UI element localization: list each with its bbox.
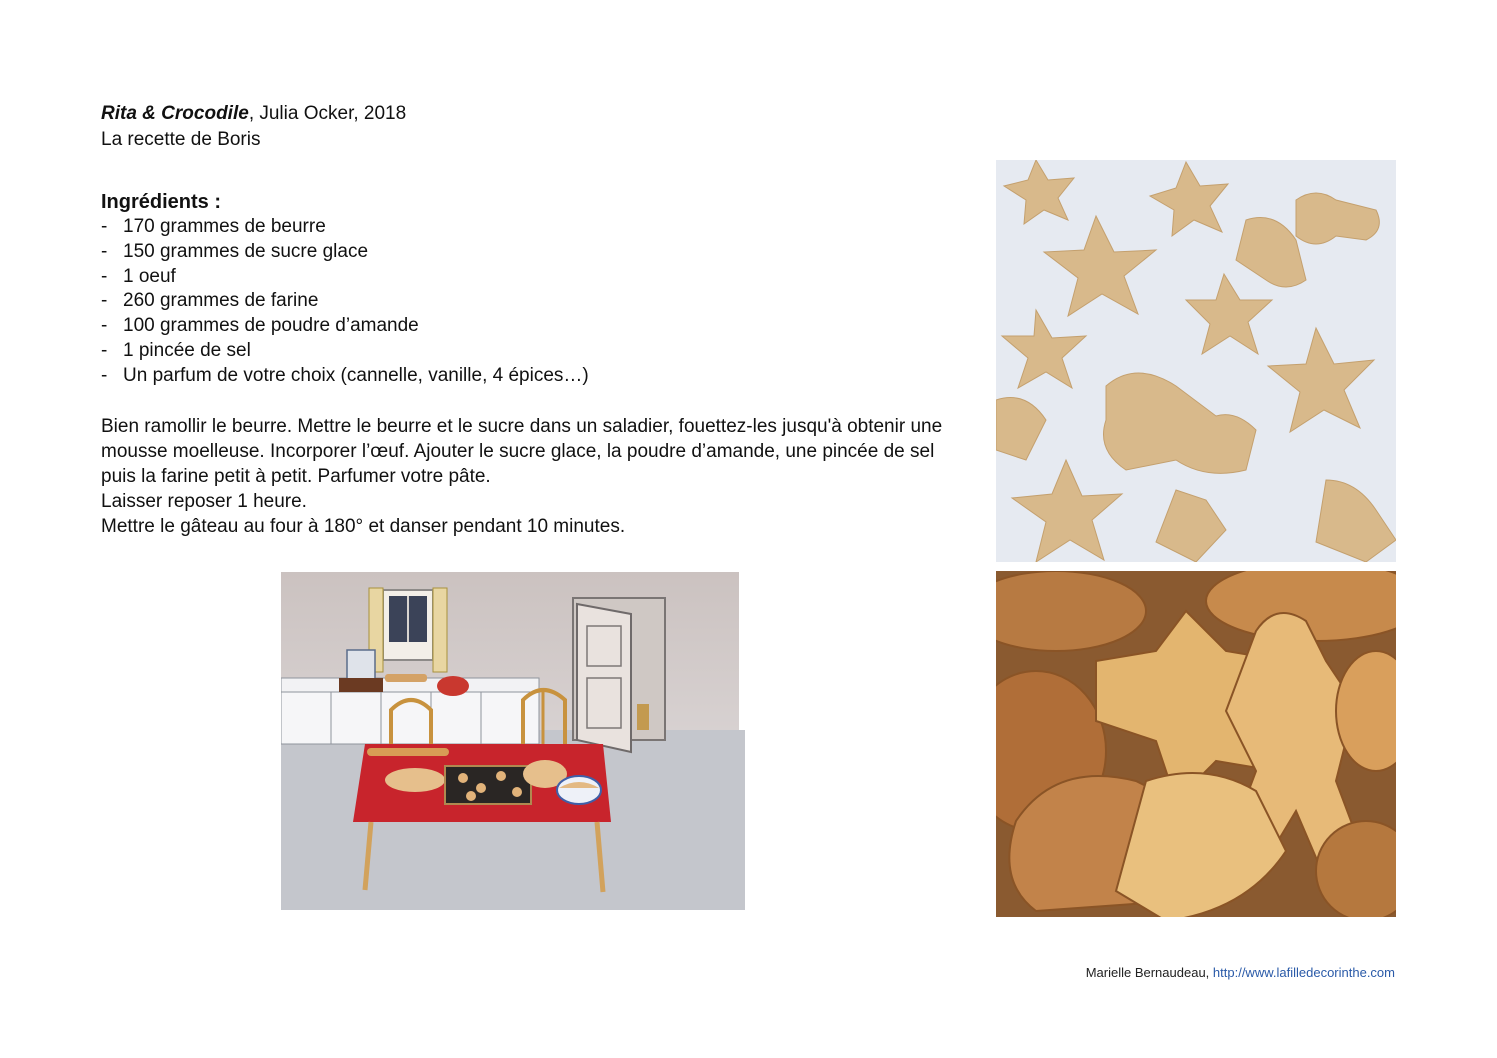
ingredient-text: Un parfum de votre choix (cannelle, vanille, 4 épices…) — [123, 364, 589, 386]
bullet-dash: - — [101, 240, 108, 262]
ingredient-item — [101, 314, 589, 339]
footer-credit — [1086, 964, 1395, 982]
bullet-dash: - — [101, 315, 108, 337]
ingredient-text: 260 grammes de farine — [123, 290, 319, 312]
ingredient-item — [101, 364, 589, 389]
ingredient-item — [101, 215, 589, 240]
recipe-subtitle: La recette de Boris — [101, 129, 261, 150]
ingredient-text: 150 grammes de sucre glace — [123, 240, 369, 262]
ingredient-text: 1 oeuf — [123, 265, 176, 287]
ingredients-list — [101, 215, 589, 389]
instruction-line: puis la farine petit à petit. Parfumer votre pâte. — [101, 466, 491, 487]
ingredient-item — [101, 289, 589, 314]
ingredients-heading: Ingrédients : — [101, 191, 222, 213]
ingredient-text: 100 grammes de poudre d’amande — [123, 315, 419, 337]
document-title-line — [101, 101, 406, 126]
ingredient-item — [101, 265, 589, 290]
instruction-line: Bien ramollir le beurre. Mettre le beurre et le sucre dans un saladier, fouettez-les jusqu'à obtenir une — [101, 416, 943, 437]
instruction-line: mousse moelleuse. Incorporer l’œuf. Ajouter le sucre glace, la poudre d’amande, une pincée de sel — [101, 441, 935, 462]
bullet-dash: - — [101, 265, 108, 287]
instruction-line: Laisser reposer 1 heure. — [101, 491, 307, 512]
book-author-year: , Julia Ocker, 2018 — [248, 103, 407, 124]
kitchen-illustration — [281, 570, 745, 912]
ingredient-item — [101, 339, 589, 364]
instructions-paragraph — [101, 414, 981, 539]
ingredient-text: 170 grammes de beurre — [123, 216, 326, 237]
credit-link[interactable]: http://www.lafilledecorinthe.com — [1212, 965, 1395, 980]
ingredient-text: 1 pincée de sel — [123, 339, 251, 361]
raw-cookies-photo — [996, 160, 1396, 562]
bullet-dash: - — [101, 339, 108, 361]
baked-cookies-photo — [996, 571, 1396, 917]
bullet-dash: - — [101, 216, 108, 237]
bullet-dash: - — [101, 290, 108, 312]
ingredient-item — [101, 240, 589, 265]
credit-author: Marielle Bernaudeau, — [1085, 965, 1213, 980]
bullet-dash: - — [101, 364, 108, 386]
instruction-line: Mettre le gâteau au four à 180° et danser pendant 10 minutes. — [101, 516, 626, 537]
book-title: Rita & Crocodile — [101, 103, 249, 124]
